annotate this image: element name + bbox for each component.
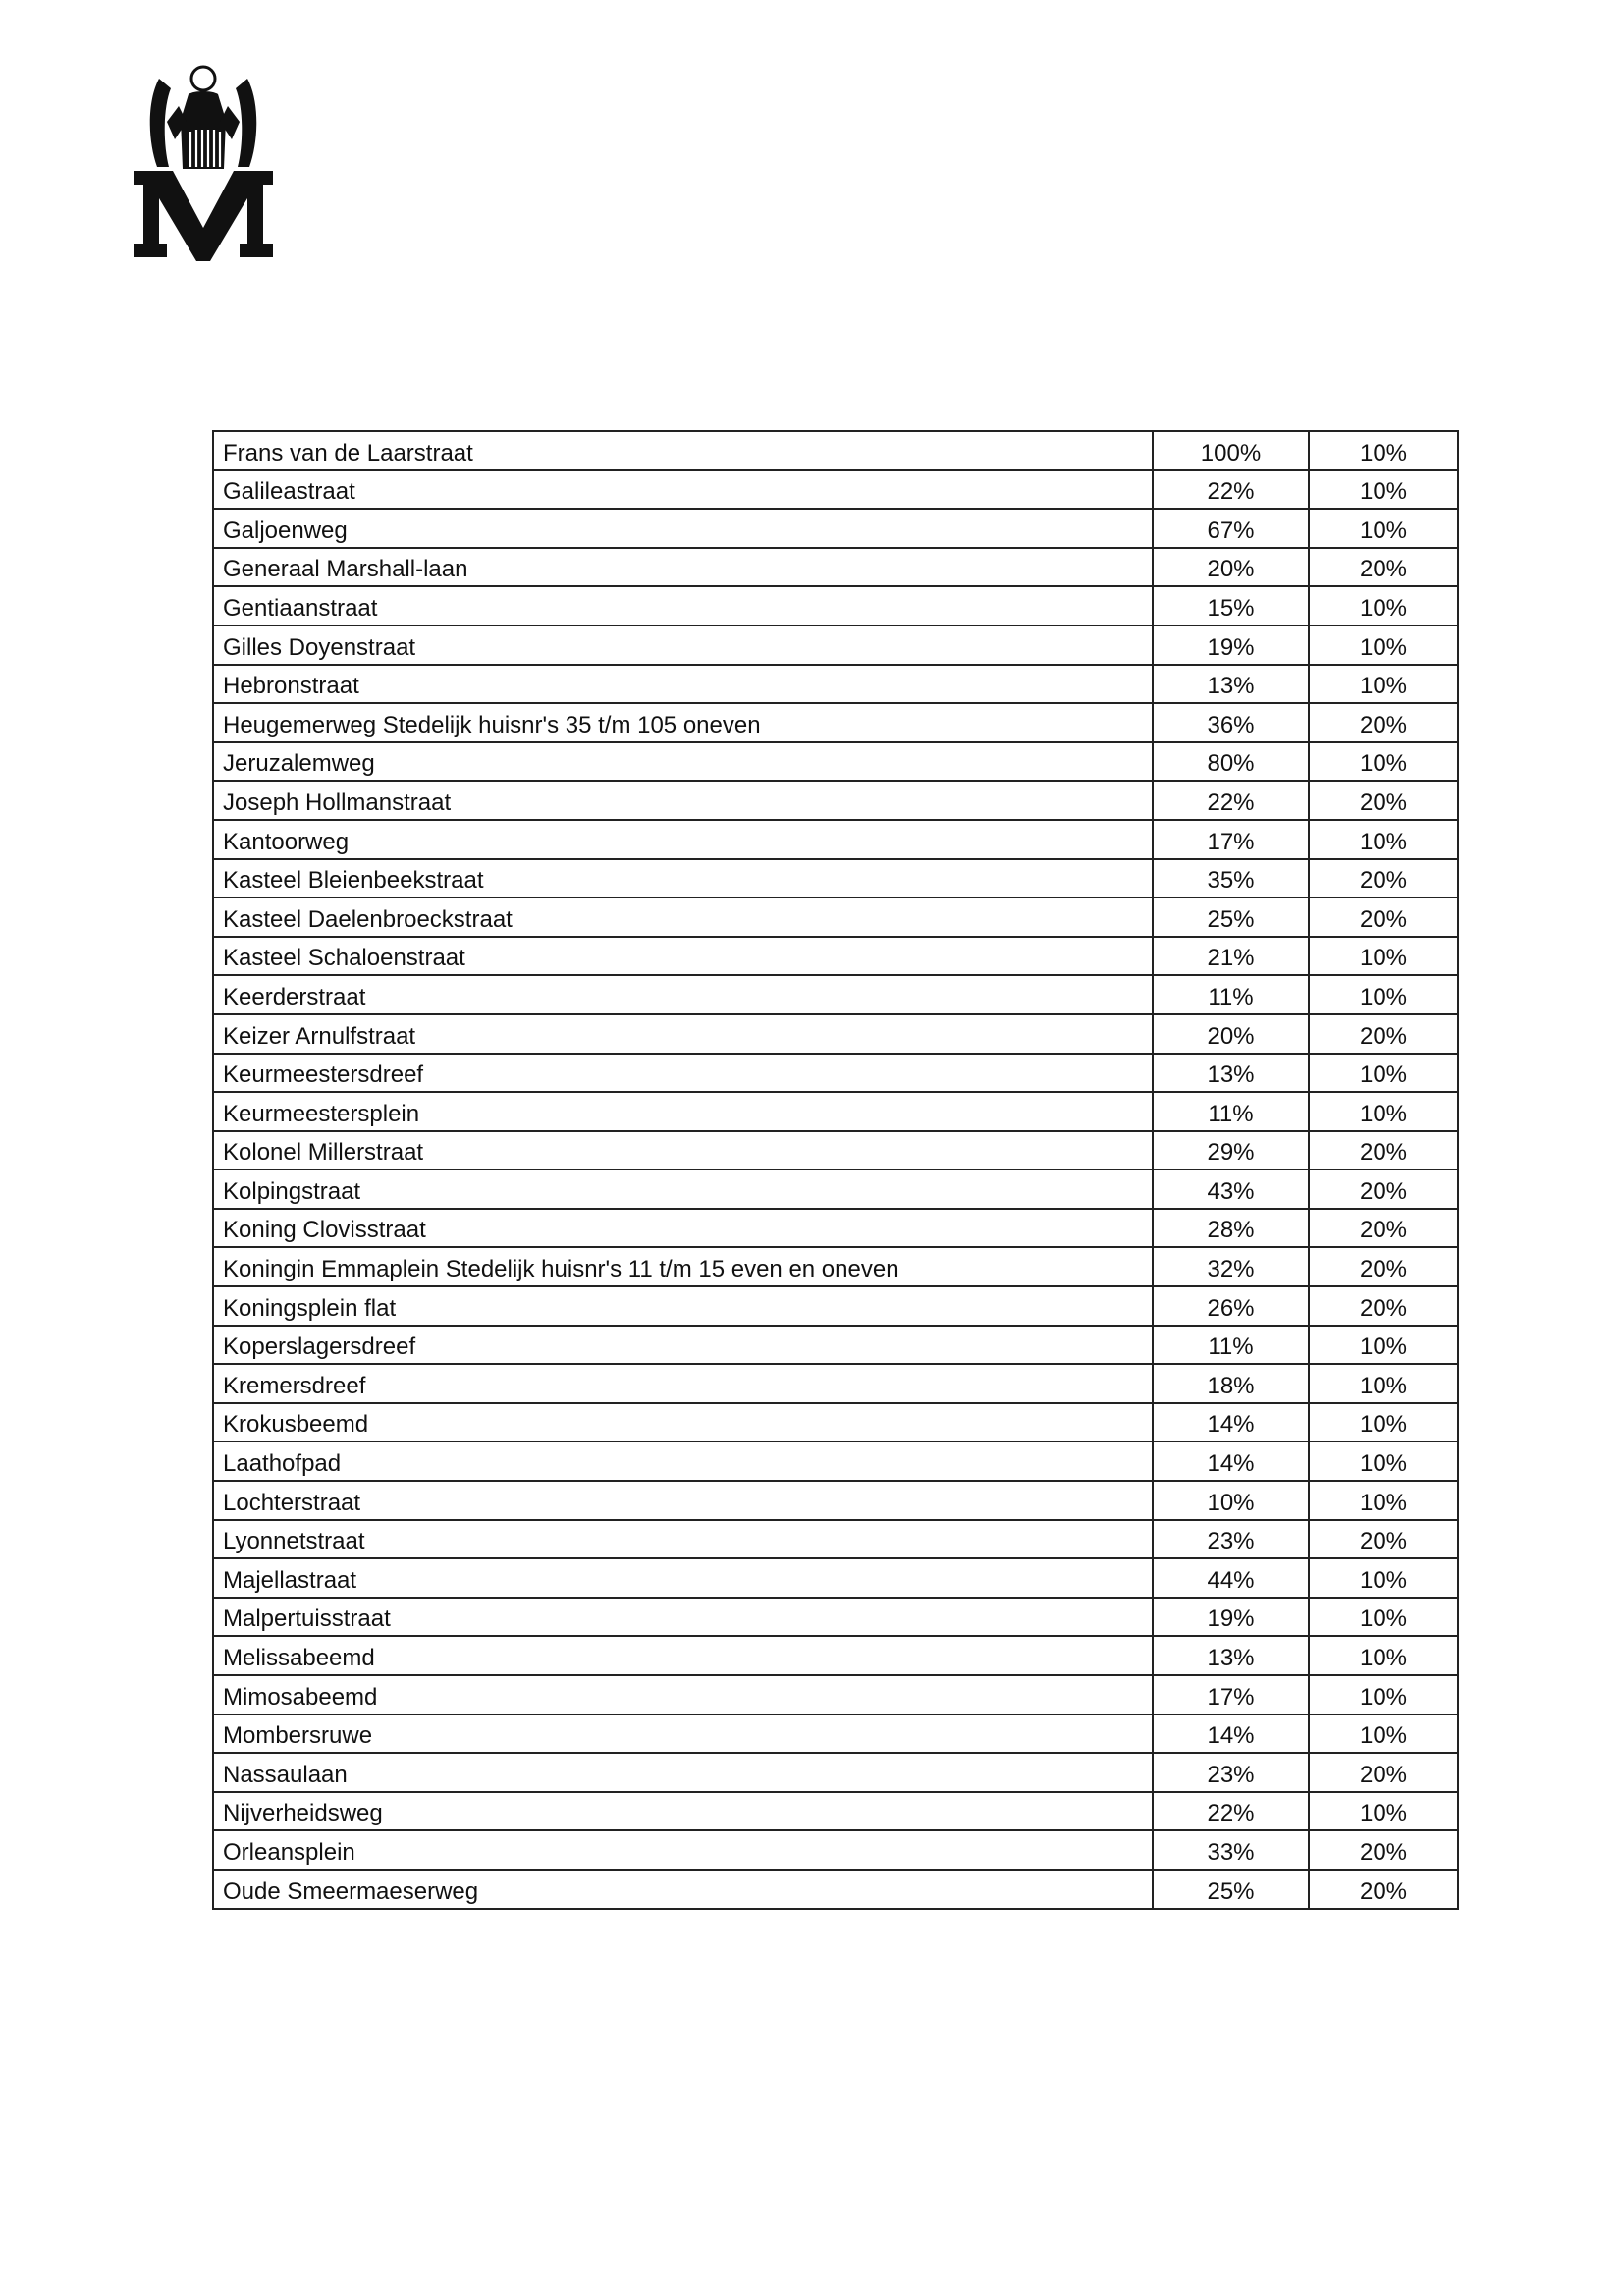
percentage-cell: 17% <box>1153 1675 1309 1714</box>
percentage-cell: 20% <box>1153 1014 1309 1054</box>
street-name-cell: Kasteel Schaloenstraat <box>213 937 1153 976</box>
table-row <box>213 975 1458 1014</box>
percentage-cell: 14% <box>1153 1442 1309 1481</box>
percentage-cell: 13% <box>1153 1054 1309 1093</box>
table-row <box>213 626 1458 665</box>
percentage-cell: 25% <box>1153 1870 1309 1909</box>
percentage-cell: 20% <box>1309 1014 1458 1054</box>
table-row <box>213 898 1458 937</box>
table-row <box>213 742 1458 782</box>
percentage-cell: 20% <box>1309 1131 1458 1170</box>
percentage-cell: 10% <box>1309 975 1458 1014</box>
street-name-cell: Keurmeestersplein <box>213 1092 1153 1131</box>
street-name-cell: Krokusbeemd <box>213 1403 1153 1442</box>
street-name-cell: Koningin Emmaplein Stedelijk huisnr's 11 t/m 15 even en oneven <box>213 1247 1153 1286</box>
street-name-cell: Frans van de Laarstraat <box>213 431 1153 470</box>
street-name-cell: Keerderstraat <box>213 975 1153 1014</box>
street-name-cell: Oude Smeermaeserweg <box>213 1870 1153 1909</box>
percentage-cell: 32% <box>1153 1247 1309 1286</box>
percentage-cell: 21% <box>1153 937 1309 976</box>
percentage-cell: 20% <box>1309 1830 1458 1870</box>
percentage-cell: 22% <box>1153 781 1309 820</box>
percentage-cell: 10% <box>1309 1675 1458 1714</box>
table <box>212 430 1459 1910</box>
street-name-cell: Nassaulaan <box>213 1753 1153 1792</box>
percentage-cell: 20% <box>1309 898 1458 937</box>
percentage-cell: 28% <box>1153 1209 1309 1248</box>
street-name-cell: Majellastraat <box>213 1558 1153 1598</box>
table-row <box>213 1170 1458 1209</box>
percentage-cell: 10% <box>1309 820 1458 859</box>
street-name-cell: Kasteel Daelenbroeckstraat <box>213 898 1153 937</box>
percentage-cell: 20% <box>1153 548 1309 587</box>
percentage-cell: 10% <box>1309 937 1458 976</box>
street-name-cell: Lochterstraat <box>213 1481 1153 1520</box>
percentage-cell: 22% <box>1153 470 1309 510</box>
table-row <box>213 1830 1458 1870</box>
street-name-cell: Keizer Arnulfstraat <box>213 1014 1153 1054</box>
percentage-cell: 19% <box>1153 1598 1309 1637</box>
percentage-cell: 20% <box>1309 781 1458 820</box>
percentage-cell: 10% <box>1309 1558 1458 1598</box>
percentage-cell: 19% <box>1153 626 1309 665</box>
table-row <box>213 1753 1458 1792</box>
percentage-cell: 10% <box>1309 431 1458 470</box>
percentage-cell: 33% <box>1153 1830 1309 1870</box>
table-row <box>213 1286 1458 1326</box>
percentage-cell: 10% <box>1309 586 1458 626</box>
table-row <box>213 509 1458 548</box>
street-name-cell: Melissabeemd <box>213 1636 1153 1675</box>
table-row <box>213 470 1458 510</box>
percentage-cell: 10% <box>1153 1481 1309 1520</box>
street-name-cell: Koperslagersdreef <box>213 1326 1153 1365</box>
percentage-cell: 20% <box>1309 703 1458 742</box>
street-name-cell: Nijverheidsweg <box>213 1792 1153 1831</box>
table-row <box>213 1558 1458 1598</box>
table-row <box>213 1131 1458 1170</box>
street-name-cell: Jeruzalemweg <box>213 742 1153 782</box>
table-row <box>213 1326 1458 1365</box>
street-name-cell: Orleansplein <box>213 1830 1153 1870</box>
table-row <box>213 781 1458 820</box>
percentage-cell: 44% <box>1153 1558 1309 1598</box>
street-name-cell: Mimosabeemd <box>213 1675 1153 1714</box>
street-name-cell: Heugemerweg Stedelijk huisnr's 35 t/m 105 oneven <box>213 703 1153 742</box>
percentage-cell: 15% <box>1153 586 1309 626</box>
percentage-cell: 10% <box>1309 1364 1458 1403</box>
table-row <box>213 1714 1458 1754</box>
table-row <box>213 1209 1458 1248</box>
table-row <box>213 937 1458 976</box>
percentage-cell: 10% <box>1309 1714 1458 1754</box>
percentage-cell: 20% <box>1309 548 1458 587</box>
table-row <box>213 431 1458 470</box>
percentage-cell: 80% <box>1153 742 1309 782</box>
percentage-cell: 22% <box>1153 1792 1309 1831</box>
table-row <box>213 1870 1458 1909</box>
street-name-cell: Kasteel Bleienbeekstraat <box>213 859 1153 898</box>
table-row <box>213 703 1458 742</box>
street-name-cell: Joseph Hollmanstraat <box>213 781 1153 820</box>
table-row <box>213 586 1458 626</box>
table-row <box>213 1636 1458 1675</box>
street-name-cell: Keurmeestersdreef <box>213 1054 1153 1093</box>
percentage-cell: 10% <box>1309 1636 1458 1675</box>
percentage-cell: 29% <box>1153 1131 1309 1170</box>
percentage-cell: 11% <box>1153 975 1309 1014</box>
percentage-cell: 20% <box>1309 1247 1458 1286</box>
street-name-cell: Koningsplein flat <box>213 1286 1153 1326</box>
table-row <box>213 1598 1458 1637</box>
street-name-cell: Generaal Marshall-laan <box>213 548 1153 587</box>
percentage-cell: 23% <box>1153 1753 1309 1792</box>
percentage-cell: 10% <box>1309 1326 1458 1365</box>
table-row <box>213 1403 1458 1442</box>
percentage-cell: 20% <box>1309 1286 1458 1326</box>
street-name-cell: Gilles Doyenstraat <box>213 626 1153 665</box>
percentage-cell: 10% <box>1309 509 1458 548</box>
table-row <box>213 1792 1458 1831</box>
street-percentage-table <box>212 430 1457 1910</box>
percentage-cell: 10% <box>1309 1403 1458 1442</box>
percentage-cell: 10% <box>1309 626 1458 665</box>
street-name-cell: Gentiaanstraat <box>213 586 1153 626</box>
street-name-cell: Malpertuisstraat <box>213 1598 1153 1637</box>
street-name-cell: Lyonnetstraat <box>213 1520 1153 1559</box>
percentage-cell: 10% <box>1309 742 1458 782</box>
percentage-cell: 67% <box>1153 509 1309 548</box>
street-name-cell: Laathofpad <box>213 1442 1153 1481</box>
table-row <box>213 665 1458 704</box>
percentage-cell: 43% <box>1153 1170 1309 1209</box>
table-body <box>213 431 1458 1909</box>
table-row <box>213 1481 1458 1520</box>
percentage-cell: 36% <box>1153 703 1309 742</box>
street-name-cell: Mombersruwe <box>213 1714 1153 1754</box>
percentage-cell: 25% <box>1153 898 1309 937</box>
table-row <box>213 1247 1458 1286</box>
percentage-cell: 13% <box>1153 1636 1309 1675</box>
table-row <box>213 1442 1458 1481</box>
percentage-cell: 18% <box>1153 1364 1309 1403</box>
percentage-cell: 14% <box>1153 1403 1309 1442</box>
street-name-cell: Kantoorweg <box>213 820 1153 859</box>
percentage-cell: 10% <box>1309 1481 1458 1520</box>
percentage-cell: 10% <box>1309 665 1458 704</box>
street-name-cell: Kolonel Millerstraat <box>213 1131 1153 1170</box>
percentage-cell: 20% <box>1309 859 1458 898</box>
table-row <box>213 859 1458 898</box>
street-name-cell: Galileastraat <box>213 470 1153 510</box>
street-name-cell: Galjoenweg <box>213 509 1153 548</box>
percentage-cell: 10% <box>1309 1092 1458 1131</box>
percentage-cell: 35% <box>1153 859 1309 898</box>
percentage-cell: 20% <box>1309 1520 1458 1559</box>
table-row <box>213 1520 1458 1559</box>
street-name-cell: Kremersdreef <box>213 1364 1153 1403</box>
percentage-cell: 20% <box>1309 1170 1458 1209</box>
percentage-cell: 10% <box>1309 1054 1458 1093</box>
street-name-cell: Koning Clovisstraat <box>213 1209 1153 1248</box>
percentage-cell: 11% <box>1153 1326 1309 1365</box>
percentage-cell: 10% <box>1309 1792 1458 1831</box>
table-row <box>213 548 1458 587</box>
angel-m-logo <box>130 61 277 267</box>
percentage-cell: 26% <box>1153 1286 1309 1326</box>
percentage-cell: 20% <box>1309 1753 1458 1792</box>
table-row <box>213 1675 1458 1714</box>
table-row <box>213 1014 1458 1054</box>
percentage-cell: 10% <box>1309 1598 1458 1637</box>
street-name-cell: Kolpingstraat <box>213 1170 1153 1209</box>
table-row <box>213 1092 1458 1131</box>
percentage-cell: 10% <box>1309 1442 1458 1481</box>
percentage-cell: 10% <box>1309 470 1458 510</box>
percentage-cell: 23% <box>1153 1520 1309 1559</box>
table-row <box>213 820 1458 859</box>
street-name-cell: Hebronstraat <box>213 665 1153 704</box>
percentage-cell: 100% <box>1153 431 1309 470</box>
percentage-cell: 17% <box>1153 820 1309 859</box>
percentage-cell: 20% <box>1309 1209 1458 1248</box>
table-row <box>213 1054 1458 1093</box>
percentage-cell: 20% <box>1309 1870 1458 1909</box>
percentage-cell: 13% <box>1153 665 1309 704</box>
percentage-cell: 11% <box>1153 1092 1309 1131</box>
percentage-cell: 14% <box>1153 1714 1309 1754</box>
table-row <box>213 1364 1458 1403</box>
